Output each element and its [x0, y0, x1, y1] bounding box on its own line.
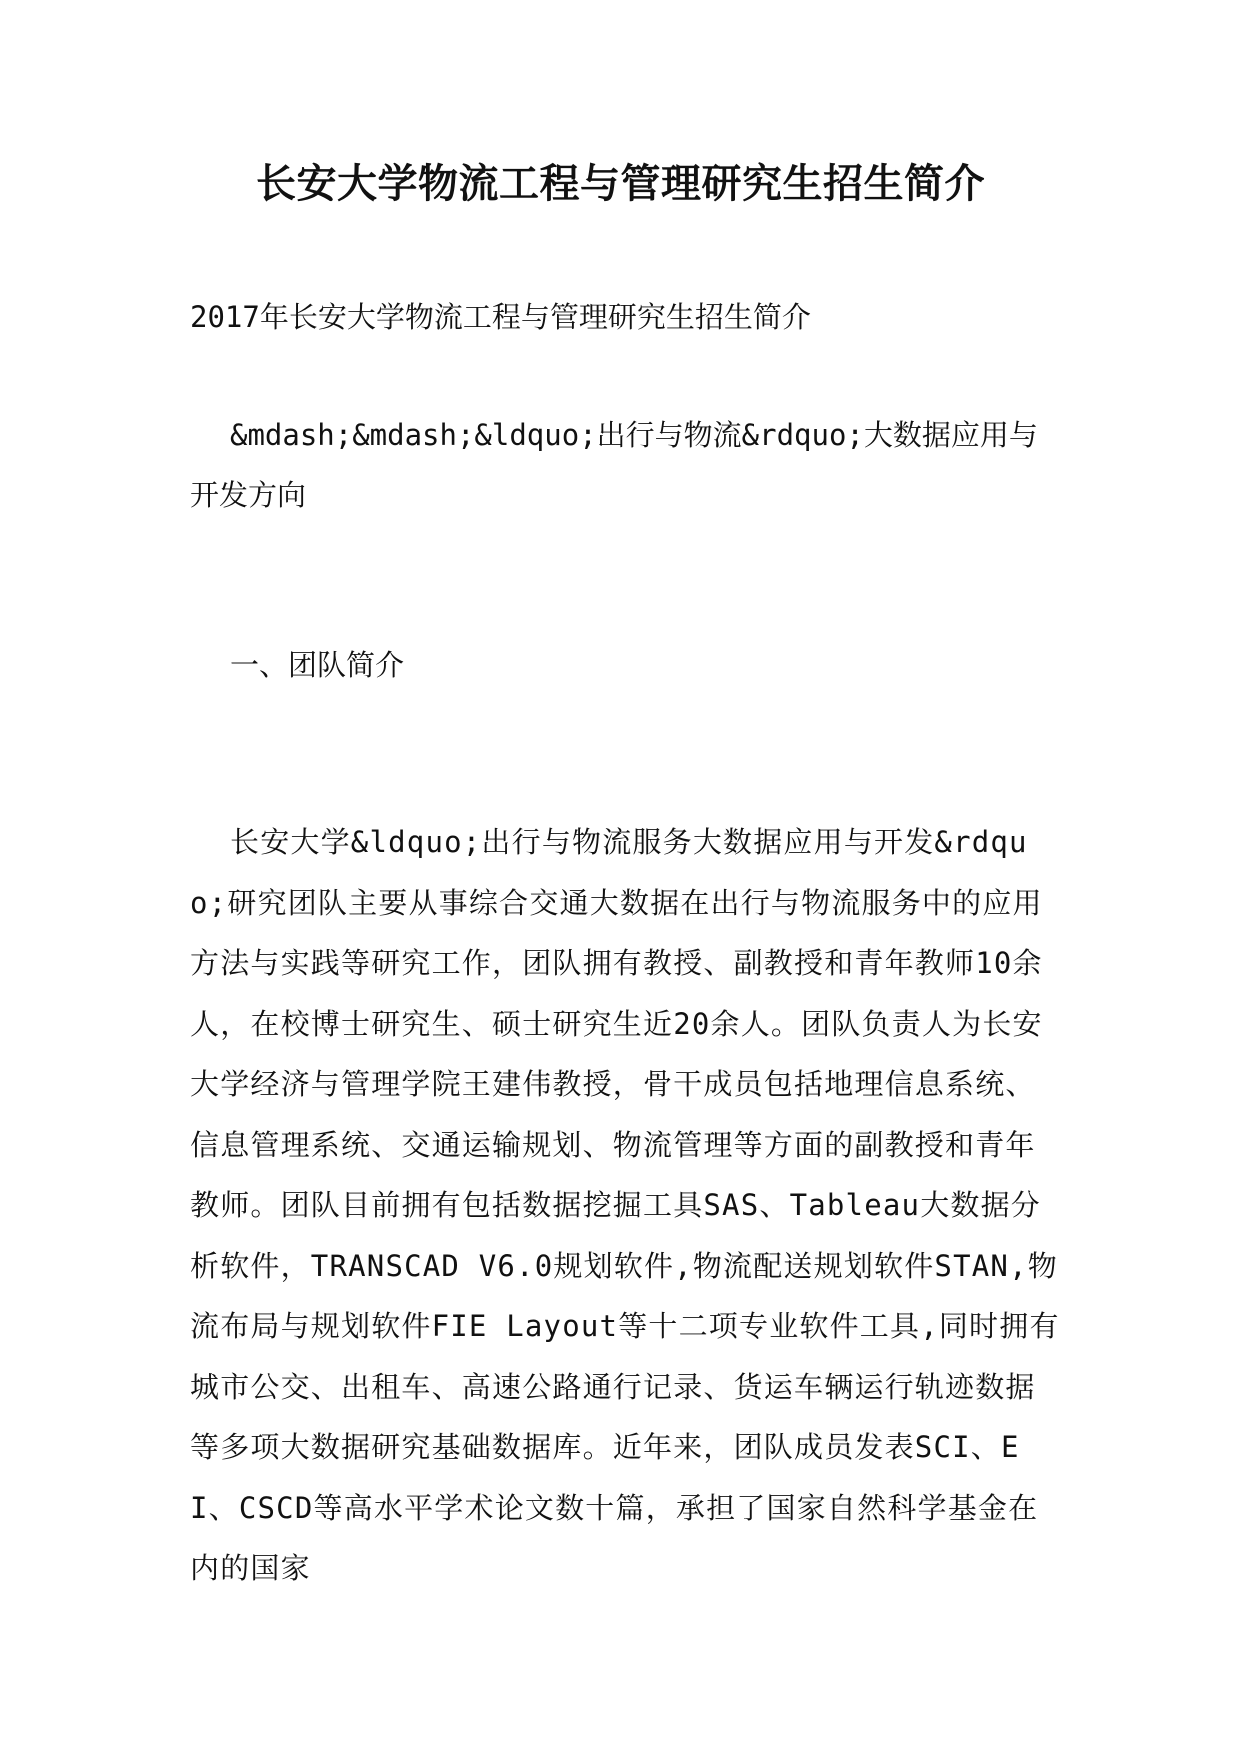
- research-direction: &mdash;&mdash;&ldquo;出行与物流&rdquo;大数据应用与开发方向: [190, 418, 1038, 512]
- team-intro-paragraph: 长安大学&ldquo;出行与物流服务大数据应用与开发&rdquo;研究团队主要从事综合交通大数据在出行与物流服务中的应用方法与实践等研究工作，团队拥有教授、副教授和青年教师10余人，在校博士研究生、硕士研究生近20余人。团队负责人为长安大学经济与管理学院王建伟教授，骨干成员包括地理信息系统、信息管理系统、交通运输规划、物流管理等方面的副教授和青年教师。团队目前拥有包括数据挖掘工具SAS、Tableau大数据分析软件，TRANSCAD V6.0规划软件,物流配送规划软件STAN,物流布局与规划软件FIE Layout等十二项专业软件工具,同时拥有城市公交、出租车、高速公路通行记录、货运车辆运行轨迹数据等多项大数据研究基础数据库。近年来，团队成员发表SCI、EI、CSCD等高水平学术论文数十篇，承担了国家自然科学基金在内的国家: [190, 825, 1060, 1585]
- document-subtitle: 2017年长安大学物流工程与管理研究生招生简介: [190, 300, 811, 334]
- document-title: 长安大学物流工程与管理研究生招生简介: [256, 160, 985, 207]
- section-heading-team-intro: 一、团队简介: [230, 648, 405, 682]
